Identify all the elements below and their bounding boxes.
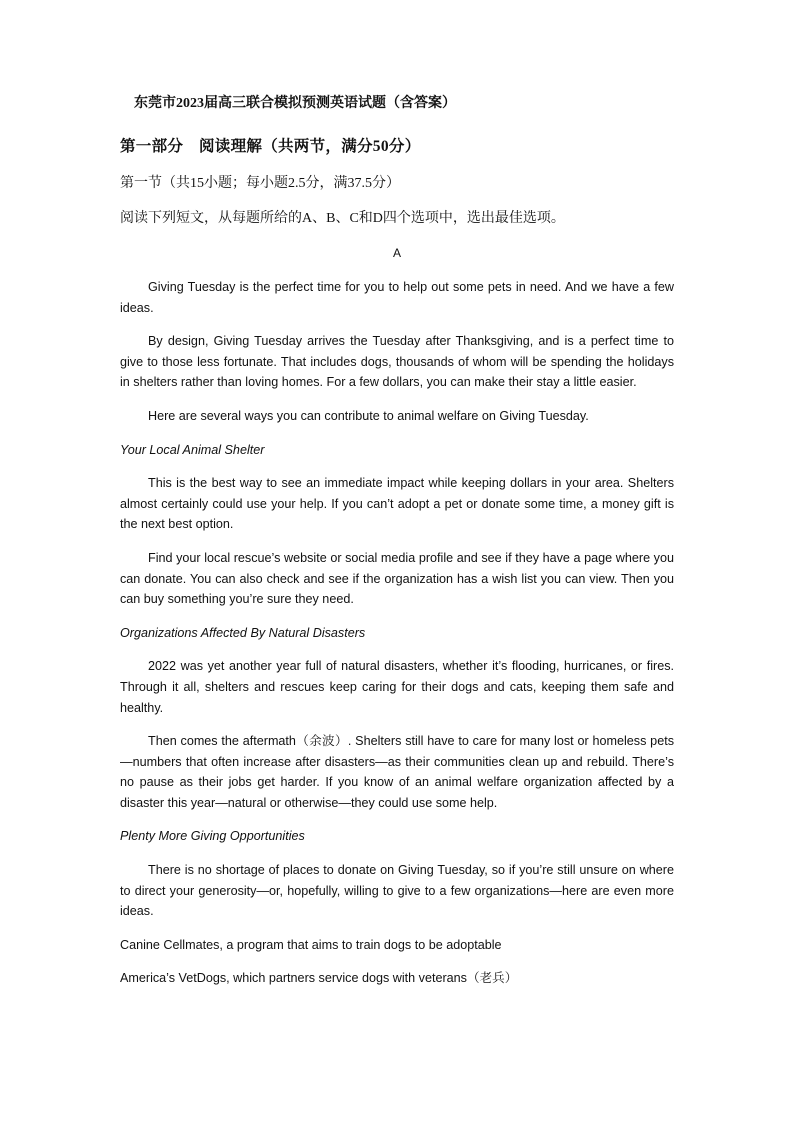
list-item: America’s VetDogs, which partners service dogs with veterans（老兵） bbox=[120, 971, 518, 986]
document-title: 东莞市2023届高三联合模拟预测英语试题（含答案） bbox=[134, 96, 456, 111]
part-one-heading: 第一部分 阅读理解（共两节，满分50分） bbox=[120, 138, 421, 155]
subheading-more-opportunities: Plenty More Giving Opportunities bbox=[120, 829, 305, 844]
subheading-natural-disasters: Organizations Affected By Natural Disasters bbox=[120, 625, 366, 640]
paragraph: Giving Tuesday is the perfect time for you to help out some pets in need. And we have a few ideas. bbox=[120, 280, 674, 315]
list-item: Canine Cellmates, a program that aims to train dogs to be adoptable bbox=[120, 937, 502, 952]
paragraph: There is no shortage of places to donate on Giving Tuesday, so if you’re still unsure on where to direct your generosity—or, hopefully, willing to give to a few organizations—here are even more ideas. bbox=[120, 863, 674, 919]
paragraph: 2022 was yet another year full of natural disasters, whether it’s flooding, hurricanes, or fires. Through it all, shelters and rescues keep caring for their dogs and cats, keeping them safe and healthy. bbox=[120, 659, 674, 715]
passage-label: A bbox=[392, 246, 401, 260]
section-one-heading: 第一节（共15小题；每小题2.5分，满37.5分） bbox=[120, 176, 400, 191]
paragraph: This is the best way to see an immediate impact while keeping dollars in your area. Shelters almost certainly could use your help. If you can’t adopt a pet or donate some time, a money gift is the next best option. bbox=[120, 476, 674, 532]
paragraph: Here are several ways you can contribute to animal welfare on Giving Tuesday. bbox=[148, 408, 589, 423]
reading-instructions: 阅读下列短文，从每题所给的A、B、C和D四个选项中，选出最佳选项。 bbox=[120, 211, 565, 226]
paragraph: Then comes the aftermath（余波）. Shelters still have to care for many lost or homeless pets—numbers that often increase after disasters—as their communities clean up and rebuild. There’s no pause as their jobs get harder. If you know of an animal welfare organization affected by a disaster this year—natural or otherwise—they could use some help. bbox=[120, 734, 674, 810]
paragraph: Find your local rescue’s website or social media profile and see if they have a page where you can donate. You can also check and see if the organization has a wish list you can view. Then you can buy something you’re sure they need. bbox=[120, 550, 674, 607]
paragraph: By design, Giving Tuesday arrives the Tuesday after Thanksgiving, and is a perfect time to give to those less fortunate. That includes dogs, thousands of whom will be spending the holidays in shelters rather than loving homes. For a few dollars, you can make their stay a little easier. bbox=[120, 334, 674, 390]
passage-body bbox=[120, 277, 674, 1002]
subheading-local-shelter: Your Local Animal Shelter bbox=[120, 442, 265, 457]
